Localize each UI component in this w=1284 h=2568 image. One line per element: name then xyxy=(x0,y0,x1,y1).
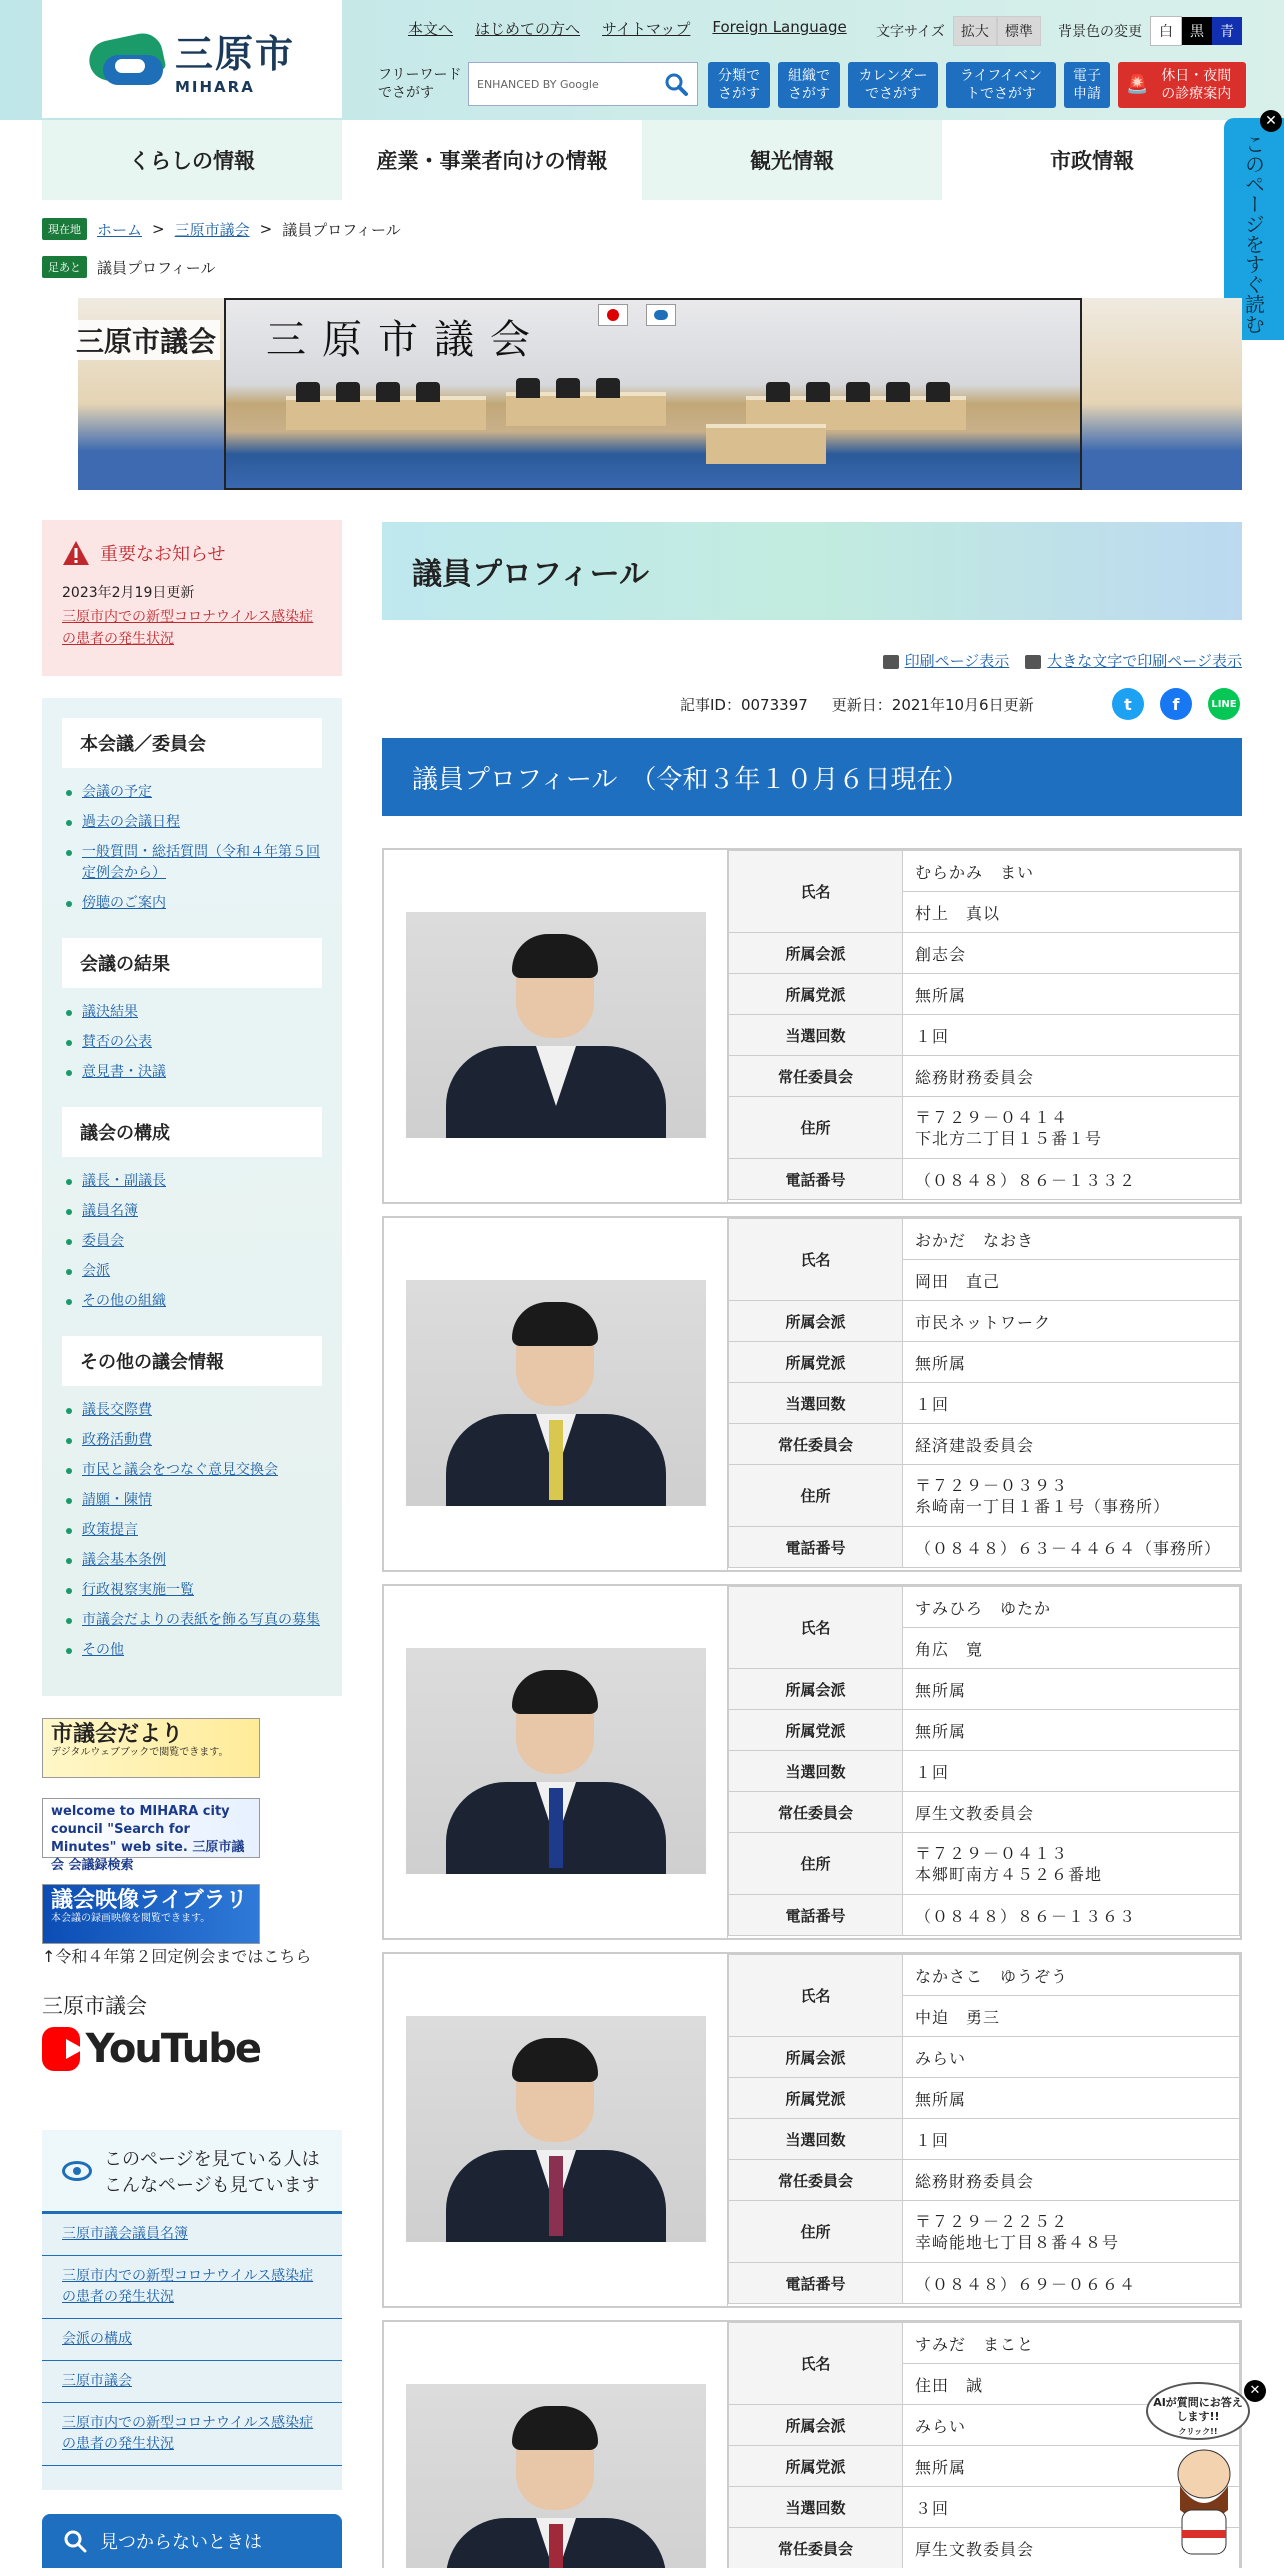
member-committee: 総務財務委員会 xyxy=(903,2160,1240,2201)
bg-white-button[interactable]: 白 xyxy=(1150,16,1182,46)
sidebar-heading: 会議の結果 xyxy=(62,938,322,988)
sidebar-item xyxy=(62,1261,322,1282)
member-terms: １回 xyxy=(903,2119,1240,2160)
bg-black-button[interactable]: 黒 xyxy=(1182,17,1212,45)
important-notice-title: 重要なお知らせ xyxy=(100,544,226,565)
sidebar-link-exchange[interactable]: 市民と議会をつなぐ意見交換会 xyxy=(82,1462,278,1478)
printer-icon xyxy=(1025,655,1041,669)
bg-color-control xyxy=(1058,16,1242,46)
chatbot-bubble: AIが質問にお答えします!! クリック!! xyxy=(1146,2382,1250,2440)
city-flag-icon xyxy=(646,304,676,326)
japan-flag-icon xyxy=(598,304,628,326)
member-committee: 厚生文教委員会 xyxy=(903,1792,1240,1833)
youtube-banner[interactable] xyxy=(42,1990,260,2110)
council-newsletter-banner[interactable] xyxy=(42,1718,260,1778)
youtube-banner-title: 三原市議会 xyxy=(42,1994,147,2018)
photo-cell xyxy=(384,1218,728,1570)
banner-title: 市議会だより xyxy=(51,1722,184,1747)
font-size-control xyxy=(876,16,1041,46)
member-faction: みらい xyxy=(903,2037,1240,2078)
label-phone: 電話番号 xyxy=(729,1159,903,1200)
site-logo[interactable] xyxy=(42,0,342,118)
sidebar-link-ordinance[interactable]: 議会基本条例 xyxy=(82,1552,166,1568)
print-links xyxy=(883,650,1242,671)
label-party: 所属党派 xyxy=(729,2446,903,2487)
label-terms: 当選回数 xyxy=(729,2487,903,2528)
breadcrumb-council[interactable]: 三原市議会 xyxy=(174,220,250,239)
minutes-search-banner[interactable] xyxy=(42,1798,260,1873)
member-faction: 市民ネットワーク xyxy=(903,1301,1240,1342)
member-faction: 創志会 xyxy=(903,933,1240,974)
search-label: フリーワードでさがす xyxy=(378,67,462,101)
photo-cell xyxy=(384,1586,728,1938)
close-icon[interactable]: ✕ xyxy=(1244,2380,1266,2402)
breadcrumb-home[interactable]: ホーム xyxy=(97,220,143,239)
siren-icon: 🚨 xyxy=(1126,74,1149,95)
member-zip: 〒７２９－０３９３ xyxy=(915,1475,1069,1495)
foreign-language-link[interactable]: Foreign Language xyxy=(712,18,847,36)
nav-living-info[interactable]: くらしの情報 xyxy=(42,120,342,200)
not-found-label: 見つからないときは xyxy=(100,2532,262,2553)
label-committee: 常任委員会 xyxy=(729,2160,903,2201)
member-name: 住田 誠 xyxy=(903,2364,1240,2405)
label-committee: 常任委員会 xyxy=(729,1056,903,1097)
member-phone: （０８４８）６３－４４６４（事務所） xyxy=(903,1527,1240,1568)
search-by-lifeevent-button[interactable]: ライフイベントでさがす xyxy=(946,62,1056,108)
member-street: 幸崎能地七丁目８番４８号 xyxy=(915,2232,1120,2252)
list-item xyxy=(42,2214,342,2256)
also-viewed-panel xyxy=(42,2130,342,2490)
label-committee: 常任委員会 xyxy=(729,2528,903,2568)
member-street: 下北方二丁目１５番１号 xyxy=(915,1128,1103,1148)
label-party: 所属党派 xyxy=(729,1342,903,1383)
read-page-tab[interactable]: このページをすぐ読む xyxy=(1224,118,1284,340)
hero-right-image xyxy=(1082,298,1242,490)
sidebar-link-votes[interactable]: 賛否の公表 xyxy=(82,1034,152,1050)
member-phone: （０８４８）８６－１３３２ xyxy=(903,1159,1240,1200)
city-emblem-icon xyxy=(89,29,163,89)
member-phone: （０８４８）８６－１３６３ xyxy=(903,1895,1240,1936)
sidebar-link-observation-guide[interactable]: 傍聴のご案内 xyxy=(82,895,166,911)
sidebar-heading: その他の議会情報 xyxy=(62,1336,322,1386)
member-address xyxy=(903,1097,1240,1159)
member-zip: 〒７２９－２２５２ xyxy=(915,2211,1069,2231)
label-party: 所属党派 xyxy=(729,974,903,1015)
member-party: 無所属 xyxy=(903,974,1240,1015)
member-address xyxy=(903,2201,1240,2263)
label-name: 氏名 xyxy=(729,1955,903,2037)
sidebar-link-photo-call[interactable]: 市議会だよりの表紙を飾る写真の募集 xyxy=(82,1612,320,1628)
sidebar-item xyxy=(62,1032,322,1053)
member-profile xyxy=(382,1584,1242,1940)
sidebar-link-expenses[interactable]: 議長交際費 xyxy=(82,1402,152,1418)
sidebar-item xyxy=(62,1171,322,1192)
sidebar-heading: 議会の構成 xyxy=(62,1107,322,1157)
mascot-icon xyxy=(1164,2440,1244,2560)
youtube-play-icon xyxy=(42,2027,80,2071)
label-address: 住所 xyxy=(729,1833,903,1895)
first-time-link[interactable]: はじめての方へ xyxy=(475,20,581,38)
sidebar-item xyxy=(62,1550,322,1571)
sidebar-item xyxy=(62,893,322,914)
sidebar-heading: 本会議／委員会 xyxy=(62,718,322,768)
list-item xyxy=(42,2403,342,2466)
list-item xyxy=(42,2319,342,2361)
member-name: 村上 真以 xyxy=(903,892,1240,933)
notice-date: 2023年2月19日更新 xyxy=(62,585,195,601)
section-heading: 議員プロフィール （令和３年１０月６日現在） xyxy=(382,738,1242,816)
article-meta xyxy=(680,694,1034,715)
sidebar-link-other-orgs[interactable]: その他の組織 xyxy=(82,1293,166,1309)
member-terms: １回 xyxy=(903,1383,1240,1424)
member-name: 角広 寛 xyxy=(903,1628,1240,1669)
print-large-link[interactable]: 大きな文字で印刷ページ表示 xyxy=(1047,652,1242,670)
printer-icon xyxy=(883,655,899,669)
label-terms: 当選回数 xyxy=(729,2119,903,2160)
label-name: 氏名 xyxy=(729,1219,903,1301)
label-terms: 当選回数 xyxy=(729,1383,903,1424)
member-profile xyxy=(382,848,1242,1204)
member-name: 中迫 勇三 xyxy=(903,1996,1240,2037)
member-kana: すみだ まこと xyxy=(903,2323,1240,2364)
sidebar-link-committees[interactable]: 委員会 xyxy=(82,1233,124,1249)
sidebar-item xyxy=(62,782,322,803)
bg-color-label: 背景色の変更 xyxy=(1058,24,1142,40)
label-address: 住所 xyxy=(729,2201,903,2263)
member-info-table xyxy=(728,1218,1240,1568)
label-name: 氏名 xyxy=(729,851,903,933)
also-viewed-title: このページを見ている人はこんなページも見ています xyxy=(104,2148,320,2196)
footprint xyxy=(42,256,216,278)
facebook-icon[interactable]: f xyxy=(1160,688,1192,720)
utility-links xyxy=(408,18,847,39)
sidebar-item xyxy=(62,1430,322,1451)
banner-subtitle: デジタルウェブブックで閲覧できます。 xyxy=(51,1747,229,1758)
member-address xyxy=(903,1833,1240,1895)
current-location-tag: 現在地 xyxy=(42,218,87,240)
label-name: 氏名 xyxy=(729,1587,903,1669)
covid-notice-link[interactable]: 三原市内での新型コロナウイルス感染症の患者の発生状況 xyxy=(62,609,314,647)
member-terms: ３回 xyxy=(903,2487,1240,2528)
label-phone: 電話番号 xyxy=(729,2263,903,2304)
photo-cell xyxy=(384,1954,728,2306)
sidebar-link-meeting-schedule[interactable]: 会議の予定 xyxy=(82,784,152,800)
photo-cell xyxy=(384,850,728,1202)
site-header xyxy=(0,0,1284,200)
skip-to-content-link[interactable]: 本文へ xyxy=(408,20,454,38)
bg-blue-button[interactable]: 青 xyxy=(1212,17,1242,45)
sidebar-item xyxy=(62,1231,322,1252)
label-committee: 常任委員会 xyxy=(729,1792,903,1833)
footprint-tag: 足あと xyxy=(42,256,87,278)
label-faction: 所属会派 xyxy=(729,2037,903,2078)
banner-subtitle: 本会議の録画映像を閲覧できます。 xyxy=(51,1913,211,1924)
emergency-clinic-label: 休日・夜間の診療案内 xyxy=(1161,68,1232,102)
not-found-help[interactable] xyxy=(42,2514,342,2568)
sidebar-item xyxy=(62,1002,322,1023)
banner-title: welcome to MIHARA city council "Search for Minutes" web site. 三原市議会 会議録検索 xyxy=(51,1804,245,1873)
important-notice xyxy=(42,520,342,676)
list-item xyxy=(42,2256,342,2319)
label-terms: 当選回数 xyxy=(729,1751,903,1792)
label-faction: 所属会派 xyxy=(729,1301,903,1342)
member-committee: 総務財務委員会 xyxy=(903,1056,1240,1097)
also-viewed-link[interactable]: 三原市内での新型コロナウイルス感染症の患者の発生状況 xyxy=(62,2268,314,2305)
sidebar-link-petitions[interactable]: 請願・陳情 xyxy=(82,1492,152,1508)
member-kana: すみひろ ゆたか xyxy=(903,1587,1240,1628)
logo-en: MIHARA xyxy=(174,77,255,96)
member-photo xyxy=(406,912,706,1138)
sidebar-link-past-schedule[interactable]: 過去の会議日程 xyxy=(82,814,180,830)
sidebar-item xyxy=(62,1610,322,1631)
sidebar-item xyxy=(62,1490,322,1511)
ai-chatbot-widget[interactable] xyxy=(1140,2374,1260,2568)
line-icon[interactable]: LINE xyxy=(1208,688,1240,720)
search-icon xyxy=(62,2528,88,2554)
member-terms: １回 xyxy=(903,1015,1240,1056)
sidebar-item xyxy=(62,812,322,833)
label-name: 氏名 xyxy=(729,2323,903,2405)
also-viewed-link[interactable]: 三原市議会議員名簿 xyxy=(62,2226,188,2242)
member-address xyxy=(903,1465,1240,1527)
e-application-button[interactable]: 電子申請 xyxy=(1064,62,1110,108)
sidebar-link-other[interactable]: その他 xyxy=(82,1642,124,1658)
sidebar-item xyxy=(62,1062,322,1083)
social-share xyxy=(1112,688,1240,720)
warning-icon xyxy=(62,540,90,566)
also-viewed-link[interactable]: 三原市議会 xyxy=(62,2373,132,2389)
member-info-table xyxy=(728,1954,1240,2304)
search-by-org-button[interactable]: 組織でさがす xyxy=(778,62,840,108)
search-icon[interactable] xyxy=(663,71,689,97)
page-title: 議員プロフィール xyxy=(382,522,1242,620)
member-name: 岡田 直己 xyxy=(903,1260,1240,1301)
member-profile xyxy=(382,2320,1242,2568)
eye-icon xyxy=(62,2161,92,2181)
font-size-standard-button[interactable]: 標準 xyxy=(997,16,1041,46)
label-phone: 電話番号 xyxy=(729,1895,903,1936)
youtube-wordmark: YouTube xyxy=(85,2026,260,2072)
sidebar-link-inspections[interactable]: 行政視察実施一覧 xyxy=(82,1582,194,1598)
hall-sign-text: 三原市議会 xyxy=(266,317,546,363)
member-party: 無所属 xyxy=(903,1710,1240,1751)
label-terms: 当選回数 xyxy=(729,1015,903,1056)
member-zip: 〒７２９－０４１４ xyxy=(915,1107,1069,1127)
nav-city-admin-info[interactable]: 市政情報 xyxy=(1050,149,1134,173)
sidebar-item xyxy=(62,1580,322,1601)
sidebar-item xyxy=(62,1291,322,1312)
sidebar-link-member-list[interactable]: 議員名簿 xyxy=(82,1203,138,1219)
search-by-category-button[interactable]: 分類でさがす xyxy=(708,62,770,108)
sidebar-item xyxy=(62,1201,322,1222)
emergency-clinic-button[interactable] xyxy=(1118,62,1246,108)
label-address: 住所 xyxy=(729,1465,903,1527)
member-photo xyxy=(406,1648,706,1874)
sitemap-link[interactable]: サイトマップ xyxy=(602,20,691,38)
member-phone: （０８４８）６９－０６６４ xyxy=(903,2263,1240,2304)
footprint-item: 議員プロフィール xyxy=(97,258,216,277)
search-nav-buttons xyxy=(708,62,1246,108)
member-street: 糸崎南一丁目１番１号（事務所） xyxy=(915,1496,1171,1516)
label-faction: 所属会派 xyxy=(729,2405,903,2446)
search-placeholder: ENHANCED BY Google xyxy=(477,77,599,91)
photo-cell xyxy=(384,2322,728,2568)
video-library-banner[interactable] xyxy=(42,1884,260,1944)
sidebar-item xyxy=(62,1400,322,1421)
sidebar-item xyxy=(62,1460,322,1481)
member-committee: 経済建設委員会 xyxy=(903,1424,1240,1465)
font-size-label: 文字サイズ xyxy=(876,24,945,40)
breadcrumb-current: 議員プロフィール xyxy=(282,220,401,239)
member-party: 無所属 xyxy=(903,1342,1240,1383)
sidebar-link-factions[interactable]: 会派 xyxy=(82,1263,110,1279)
print-page-link[interactable]: 印刷ページ表示 xyxy=(904,652,1010,670)
twitter-icon[interactable]: t xyxy=(1112,688,1144,720)
sidebar-item xyxy=(62,1640,322,1661)
label-party: 所属党派 xyxy=(729,2078,903,2119)
hero-title: 三原市議会 xyxy=(72,320,220,360)
sidebar-item xyxy=(62,842,322,884)
member-zip: 〒７２９－０４１３ xyxy=(915,1843,1069,1863)
also-viewed-link[interactable]: 三原市内での新型コロナウイルス感染症の患者の発生状況 xyxy=(62,2415,314,2452)
list-item xyxy=(42,2361,342,2403)
member-faction: みらい xyxy=(903,2405,1240,2446)
label-phone: 電話番号 xyxy=(729,1527,903,1568)
member-profile xyxy=(382,1216,1242,1572)
council-hall-image xyxy=(224,298,1082,490)
member-photo xyxy=(406,2384,706,2568)
member-info-table xyxy=(728,850,1240,1200)
sidebar-link-policy[interactable]: 政策提言 xyxy=(82,1522,138,1538)
nav-business-info[interactable]: 産業・事業者向けの情報 xyxy=(376,149,608,173)
logo-jp: 三原市 xyxy=(174,31,295,76)
video-library-note: ↑令和４年第２回定例会まではこちら xyxy=(42,1947,312,1966)
label-committee: 常任委員会 xyxy=(729,1424,903,1465)
label-faction: 所属会派 xyxy=(729,933,903,974)
label-party: 所属党派 xyxy=(729,1710,903,1751)
also-viewed-link[interactable]: 会派の構成 xyxy=(62,2331,132,2347)
breadcrumb: 現在地 ホーム > 三原市議会 > 議員プロフィール xyxy=(42,218,401,240)
member-terms: １回 xyxy=(903,1751,1240,1792)
close-icon[interactable]: ✕ xyxy=(1260,110,1282,132)
member-profile xyxy=(382,1952,1242,2308)
member-kana: おかだ なおき xyxy=(903,1219,1240,1260)
label-faction: 所属会派 xyxy=(729,1669,903,1710)
sidebar-link-resolutions[interactable]: 議決結果 xyxy=(82,1004,138,1020)
sidebar-item xyxy=(62,1520,322,1541)
banner-title: 議会映像ライブラリ xyxy=(51,1888,248,1913)
member-photo xyxy=(406,1280,706,1506)
label-address: 住所 xyxy=(729,1097,903,1159)
sidebar-link-activity-fund[interactable]: 政務活動費 xyxy=(82,1432,152,1448)
article-id: 記事ID：0073397 xyxy=(680,696,808,714)
sidebar-navigation xyxy=(42,698,342,1696)
member-party: 無所属 xyxy=(903,2078,1240,2119)
search-input[interactable] xyxy=(468,62,698,106)
member-kana: なかさこ ゆうぞう xyxy=(903,1955,1240,1996)
member-info-table xyxy=(728,1586,1240,1936)
member-kana: むらかみ まい xyxy=(903,851,1240,892)
member-faction: 無所属 xyxy=(903,1669,1240,1710)
sidebar-link-opinions[interactable]: 意見書・決議 xyxy=(82,1064,166,1080)
main-navigation xyxy=(42,120,1242,200)
member-party: 無所属 xyxy=(903,2446,1240,2487)
member-street: 本郷町南方４５２６番地 xyxy=(915,1864,1103,1884)
member-committee: 厚生文教委員会 xyxy=(903,2528,1240,2568)
font-size-larger-button[interactable]: 拡大 xyxy=(953,16,997,46)
updated-date: 更新日：2021年10月6日更新 xyxy=(831,696,1034,714)
search-by-calendar-button[interactable]: カレンダーでさがす xyxy=(848,62,938,108)
member-photo xyxy=(406,2016,706,2242)
sidebar-link-chair[interactable]: 議長・副議長 xyxy=(82,1173,166,1189)
sidebar-link-general-questions[interactable]: 一般質問・総括質問（令和４年第５回定例会から） xyxy=(82,844,320,881)
nav-tourism-info[interactable]: 観光情報 xyxy=(642,120,942,200)
